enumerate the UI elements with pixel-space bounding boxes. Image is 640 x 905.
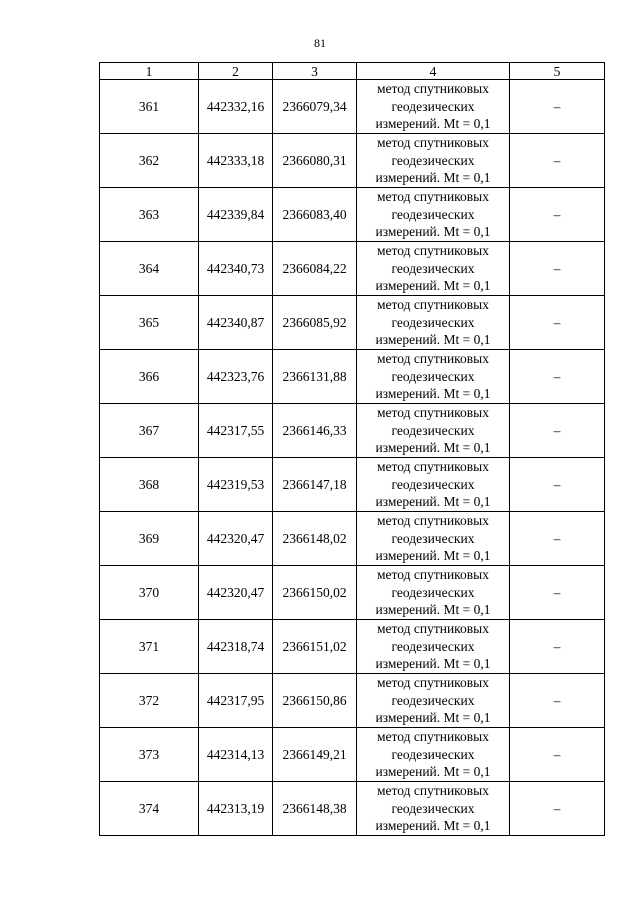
- method-line: измерений. Mt = 0,1: [375, 170, 491, 186]
- method-line: метод спутниковых: [377, 297, 489, 313]
- method-line: геодезических: [391, 98, 475, 114]
- y-coordinate-cell: 2366131,88: [273, 350, 357, 404]
- method-line: метод спутниковых: [377, 189, 489, 205]
- point-number-cell: 372: [100, 674, 199, 728]
- method-line: измерений. Mt = 0,1: [375, 710, 491, 726]
- x-coordinate-cell: 442320,47: [199, 566, 273, 620]
- column-header-5: 5: [510, 63, 605, 80]
- x-coordinate-cell: 442340,73: [199, 242, 273, 296]
- method-cell: [357, 566, 510, 620]
- point-number-cell: 367: [100, 404, 199, 458]
- method-line: геодезических: [391, 314, 475, 330]
- method-line: геодезических: [391, 152, 475, 168]
- note-cell: –: [510, 674, 605, 728]
- y-coordinate-cell: 2366150,02: [273, 566, 357, 620]
- method-line: геодезических: [391, 692, 475, 708]
- method-line: измерений. Mt = 0,1: [375, 764, 491, 780]
- table-row: [100, 188, 605, 242]
- column-header-2: 2: [199, 63, 273, 80]
- method-cell: [357, 134, 510, 188]
- x-coordinate-cell: 442323,76: [199, 350, 273, 404]
- method-line: измерений. Mt = 0,1: [375, 548, 491, 564]
- table-row: [100, 134, 605, 188]
- method-line: геодезических: [391, 530, 475, 546]
- table-row: [100, 296, 605, 350]
- note-cell: –: [510, 728, 605, 782]
- method-line: измерений. Mt = 0,1: [375, 818, 491, 834]
- note-cell: –: [510, 566, 605, 620]
- method-cell: [357, 242, 510, 296]
- x-coordinate-cell: 442318,74: [199, 620, 273, 674]
- table-row: [100, 674, 605, 728]
- point-number-cell: 365: [100, 296, 199, 350]
- method-line: измерений. Mt = 0,1: [375, 278, 491, 294]
- note-cell: –: [510, 404, 605, 458]
- note-cell: –: [510, 782, 605, 836]
- y-coordinate-cell: 2366149,21: [273, 728, 357, 782]
- point-number-cell: 361: [100, 80, 199, 134]
- method-line: метод спутниковых: [377, 135, 489, 151]
- table-row: [100, 566, 605, 620]
- table-row: [100, 782, 605, 836]
- method-cell: [357, 188, 510, 242]
- point-number-cell: 370: [100, 566, 199, 620]
- note-cell: –: [510, 188, 605, 242]
- y-coordinate-cell: 2366146,33: [273, 404, 357, 458]
- y-coordinate-cell: 2366147,18: [273, 458, 357, 512]
- method-cell: [357, 458, 510, 512]
- column-header-4: 4: [357, 63, 510, 80]
- y-coordinate-cell: 2366084,22: [273, 242, 357, 296]
- method-line: геодезических: [391, 638, 475, 654]
- point-number-cell: 373: [100, 728, 199, 782]
- header-row: [100, 63, 605, 80]
- note-cell: –: [510, 296, 605, 350]
- method-line: геодезических: [391, 584, 475, 600]
- method-line: геодезических: [391, 800, 475, 816]
- x-coordinate-cell: 442313,19: [199, 782, 273, 836]
- method-line: геодезических: [391, 746, 475, 762]
- note-cell: –: [510, 242, 605, 296]
- note-cell: –: [510, 80, 605, 134]
- column-header-3: 3: [273, 63, 357, 80]
- y-coordinate-cell: 2366083,40: [273, 188, 357, 242]
- point-number-cell: 362: [100, 134, 199, 188]
- method-line: метод спутниковых: [377, 513, 489, 529]
- method-line: метод спутниковых: [377, 81, 489, 97]
- coordinates-table: [99, 62, 605, 836]
- point-number-cell: 371: [100, 620, 199, 674]
- method-cell: [357, 512, 510, 566]
- method-line: метод спутниковых: [377, 459, 489, 475]
- method-line: измерений. Mt = 0,1: [375, 224, 491, 240]
- method-line: измерений. Mt = 0,1: [375, 116, 491, 132]
- method-line: геодезических: [391, 206, 475, 222]
- x-coordinate-cell: 442339,84: [199, 188, 273, 242]
- table-row: [100, 728, 605, 782]
- method-cell: [357, 80, 510, 134]
- method-line: метод спутниковых: [377, 675, 489, 691]
- method-cell: [357, 296, 510, 350]
- method-line: метод спутниковых: [377, 567, 489, 583]
- method-line: метод спутниковых: [377, 783, 489, 799]
- method-line: метод спутниковых: [377, 243, 489, 259]
- x-coordinate-cell: 442333,18: [199, 134, 273, 188]
- note-cell: –: [510, 134, 605, 188]
- table-body: [100, 80, 605, 836]
- method-cell: [357, 674, 510, 728]
- method-line: метод спутниковых: [377, 405, 489, 421]
- method-cell: [357, 620, 510, 674]
- y-coordinate-cell: 2366148,02: [273, 512, 357, 566]
- note-cell: –: [510, 620, 605, 674]
- point-number-cell: 369: [100, 512, 199, 566]
- x-coordinate-cell: 442319,53: [199, 458, 273, 512]
- y-coordinate-cell: 2366151,02: [273, 620, 357, 674]
- method-cell: [357, 728, 510, 782]
- x-coordinate-cell: 442320,47: [199, 512, 273, 566]
- x-coordinate-cell: 442317,95: [199, 674, 273, 728]
- point-number-cell: 366: [100, 350, 199, 404]
- x-coordinate-cell: 442314,13: [199, 728, 273, 782]
- note-cell: –: [510, 458, 605, 512]
- y-coordinate-cell: 2366079,34: [273, 80, 357, 134]
- method-cell: [357, 350, 510, 404]
- method-cell: [357, 404, 510, 458]
- method-line: измерений. Mt = 0,1: [375, 332, 491, 348]
- y-coordinate-cell: 2366080,31: [273, 134, 357, 188]
- method-line: измерений. Mt = 0,1: [375, 440, 491, 456]
- table-row: [100, 80, 605, 134]
- method-line: метод спутниковых: [377, 351, 489, 367]
- method-line: измерений. Mt = 0,1: [375, 494, 491, 510]
- method-line: геодезических: [391, 260, 475, 276]
- y-coordinate-cell: 2366148,38: [273, 782, 357, 836]
- page-number: 81: [314, 36, 326, 50]
- y-coordinate-cell: 2366150,86: [273, 674, 357, 728]
- note-cell: –: [510, 512, 605, 566]
- method-cell: [357, 782, 510, 836]
- point-number-cell: 368: [100, 458, 199, 512]
- table-row: [100, 458, 605, 512]
- table-row: [100, 620, 605, 674]
- table-row: [100, 404, 605, 458]
- method-line: геодезических: [391, 476, 475, 492]
- point-number-cell: 364: [100, 242, 199, 296]
- method-line: метод спутниковых: [377, 729, 489, 745]
- method-line: геодезических: [391, 368, 475, 384]
- x-coordinate-cell: 442317,55: [199, 404, 273, 458]
- note-cell: –: [510, 350, 605, 404]
- method-line: измерений. Mt = 0,1: [375, 656, 491, 672]
- point-number-cell: 363: [100, 188, 199, 242]
- method-line: геодезических: [391, 422, 475, 438]
- method-line: измерений. Mt = 0,1: [375, 602, 491, 618]
- table-row: [100, 512, 605, 566]
- point-number-cell: 374: [100, 782, 199, 836]
- method-line: измерений. Mt = 0,1: [375, 386, 491, 402]
- method-line: метод спутниковых: [377, 621, 489, 637]
- table-row: [100, 242, 605, 296]
- y-coordinate-cell: 2366085,92: [273, 296, 357, 350]
- table-row: [100, 350, 605, 404]
- x-coordinate-cell: 442332,16: [199, 80, 273, 134]
- x-coordinate-cell: 442340,87: [199, 296, 273, 350]
- column-header-1: 1: [100, 63, 199, 80]
